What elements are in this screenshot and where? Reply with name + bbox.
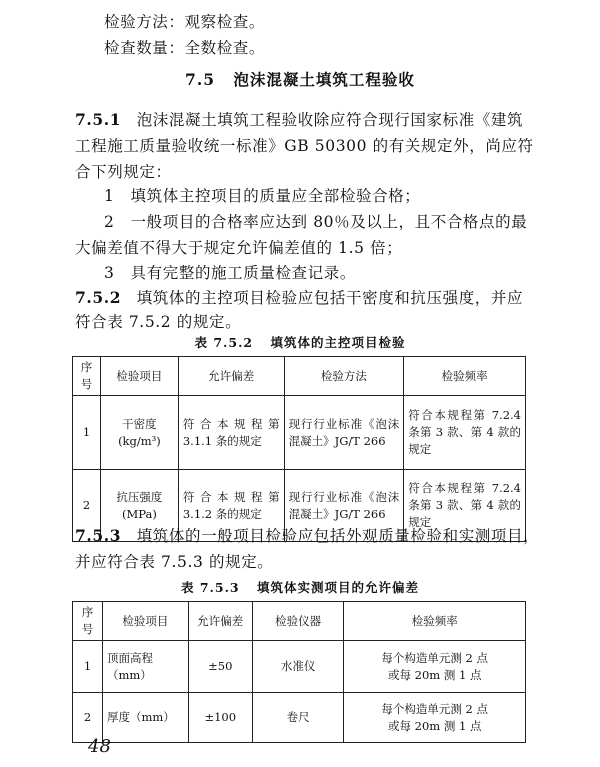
inspection-quantity-line: 检查数量：全数检查。 — [104, 39, 266, 57]
clause-7-5-1-item1: 1 填筑体主控项目的质量应全部检验合格； — [104, 187, 421, 205]
instrument-cell: 卷尺 — [252, 693, 344, 743]
table-row — [73, 641, 526, 693]
clause-7-5-1-line3: 合下列规定： — [75, 163, 172, 181]
header-cell: 允许偏差 — [188, 602, 252, 641]
frequency-cell: 符合本规程第 7.2.4 条第 3 款、第 4 款的规定 — [404, 470, 526, 542]
method-cell: 现行行业标准《泡沫混凝土》JG/T 266 — [284, 396, 404, 470]
clause-7-5-2-line2: 符合表 7.5.2 的规定。 — [75, 313, 242, 331]
clause-text: 填筑体的一般项目检验应包括外观质量检验和实测项目， — [136, 527, 540, 545]
clause-7-5-1-item2-line2: 大偏差值不得大于规定允许偏差值的 1.5 倍； — [75, 239, 403, 257]
header-cell: 序号 — [73, 357, 101, 396]
clause-7-5-1-line2: 工程施工质量验收统一标准》GB 50300 的有关规定外，尚应符 — [75, 137, 534, 155]
caption-number: 表 7.5.3 — [180, 580, 240, 595]
caption-title: 填筑体的主控项目检验 — [270, 335, 406, 350]
frequency-line: 每个构造单元测 2 点 — [381, 701, 489, 716]
instrument-cell: 水准仪 — [252, 641, 344, 693]
clause-text: 填筑体的主控项目检验应包括干密度和抗压强度，并应 — [136, 289, 524, 307]
section-title: 泡沫混凝土填筑工程验收 — [233, 70, 415, 89]
frequency-line: 或每 20m 测 1 点 — [387, 718, 482, 733]
table-row — [73, 396, 526, 470]
item-name: 抗压强度 — [116, 489, 163, 504]
table-row — [73, 693, 526, 743]
clause-number: 7.5.1 — [75, 110, 122, 129]
clause-7-5-1-item3: 3 具有完整的施工质量检查记录。 — [104, 264, 356, 282]
frequency-line: 或每 20m 测 1 点 — [387, 667, 482, 682]
header-cell: 序号 — [73, 602, 103, 641]
page-number: 48 — [88, 736, 111, 757]
row-number: 1 — [73, 396, 101, 470]
item-name: 干密度 — [122, 416, 157, 431]
clause-7-5-1-line1 — [75, 108, 523, 130]
clause-7-5-2-line1 — [75, 286, 523, 308]
clause-text: 泡沫混凝土填筑工程验收除应符合现行国家标准《建筑 — [136, 111, 524, 129]
section-number: 7.5 — [185, 70, 216, 89]
table-7-5-2 — [72, 356, 526, 542]
table-header-row — [73, 602, 526, 641]
clause-7-5-3-line2: 并应符合表 7.5.3 的规定。 — [75, 553, 274, 571]
header-cell: 检验项目 — [100, 357, 178, 396]
clause-7-5-3-line1 — [75, 524, 539, 546]
clause-number: 7.5.3 — [75, 526, 122, 545]
tolerance-cell: 符合本规程第 3.1.1 条的规定 — [178, 396, 284, 470]
header-cell: 检验频率 — [404, 357, 526, 396]
row-number: 2 — [73, 693, 103, 743]
frequency-cell: 符合本规程第 7.2.4 条第 3 款、第 4 款的规定 — [404, 396, 526, 470]
item-cell: 顶面高程（mm） — [102, 641, 188, 693]
row-number: 1 — [73, 641, 103, 693]
item-unit: (MPa) — [122, 506, 157, 521]
tolerance-cell: ±100 — [188, 693, 252, 743]
table-header-row — [73, 357, 526, 396]
clause-number: 7.5.2 — [75, 288, 122, 307]
header-cell: 检验方法 — [284, 357, 404, 396]
caption-number: 表 7.5.2 — [194, 335, 254, 350]
table-7-5-2-caption — [0, 333, 600, 351]
item-unit: (kg/m³) — [118, 433, 161, 448]
inspection-method-line: 检验方法：观察检查。 — [104, 13, 266, 31]
header-cell: 检验频率 — [344, 602, 526, 641]
tolerance-cell: ±50 — [188, 641, 252, 693]
frequency-line: 每个构造单元测 2 点 — [381, 650, 489, 665]
row-number: 2 — [73, 470, 101, 542]
frequency-cell — [344, 693, 526, 743]
item-cell — [100, 396, 178, 470]
method-cell: 现行行业标准《泡沫混凝土》JG/T 266 — [284, 470, 404, 542]
tolerance-cell: 符合本规程第 3.1.2 条的规定 — [178, 470, 284, 542]
table-7-5-3 — [72, 601, 526, 743]
section-heading — [0, 68, 600, 90]
header-cell: 检验仪器 — [252, 602, 344, 641]
frequency-cell — [344, 641, 526, 693]
header-cell: 检验项目 — [102, 602, 188, 641]
item-cell: 厚度（mm） — [102, 693, 188, 743]
header-cell: 允许偏差 — [178, 357, 284, 396]
caption-title: 填筑体实测项目的允许偏差 — [257, 580, 420, 595]
clause-7-5-1-item2-line1: 2 一般项目的合格率应达到 80％及以上，且不合格点的最 — [104, 213, 528, 231]
table-7-5-3-caption — [0, 578, 600, 596]
